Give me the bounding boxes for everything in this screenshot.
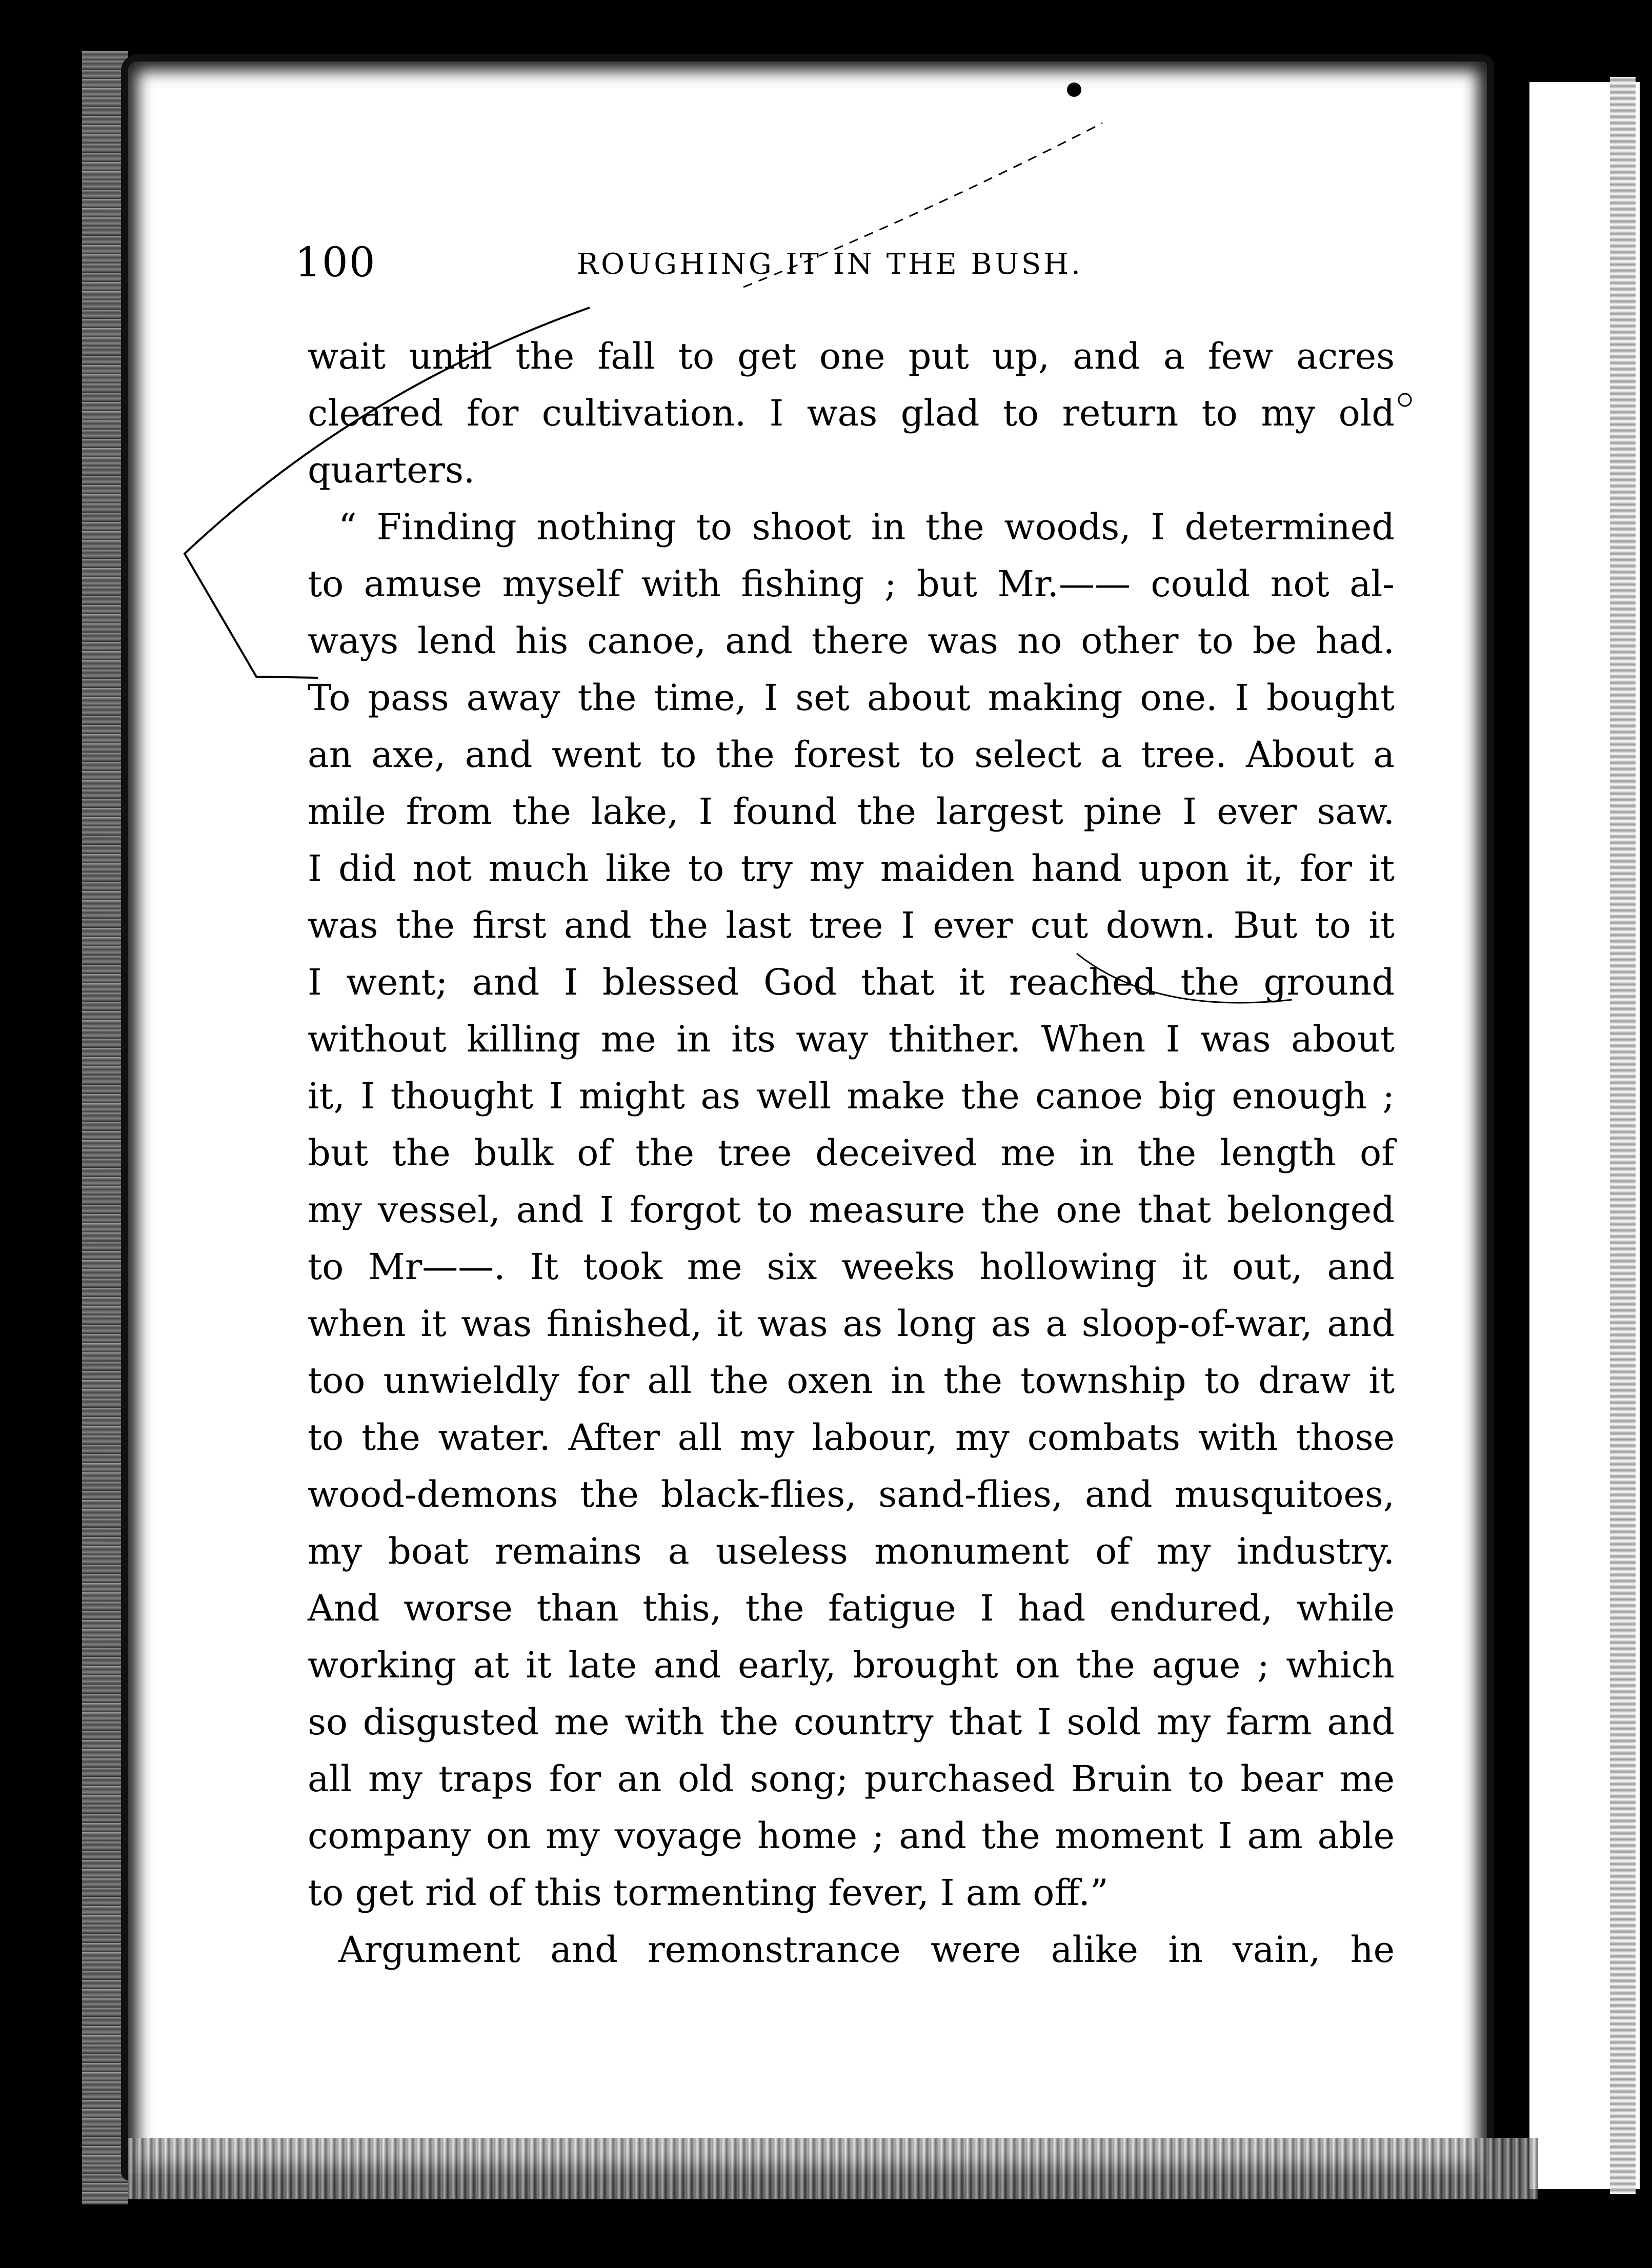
- text-line: quarters.: [308, 449, 475, 491]
- running-title: ROUGHING IT IN THE BUSH.: [577, 248, 1083, 281]
- text-line: ways lend his canoe, and there was no other to be had.: [308, 620, 1395, 662]
- text-line: too unwieldly for all the oxen in the township to draw it: [308, 1360, 1395, 1402]
- text-line: to get rid of this tormenting fever, I am off.”: [308, 1872, 1109, 1914]
- page-number: 100: [295, 238, 376, 286]
- text-line: cleared for cultivation. I was glad to return to my old: [308, 392, 1395, 434]
- text-line: was the first and the last tree I ever cut down. But to it: [308, 904, 1395, 946]
- text-line: my boat remains a useless monument of my industry.: [308, 1530, 1395, 1572]
- text-line: Argument and remonstrance were alike in vain, he: [338, 1929, 1395, 1971]
- text-line: my vessel, and I forgot to measure the one that belonged: [308, 1189, 1395, 1231]
- text-line: I went; and I blessed God that it reached the ground: [308, 961, 1395, 1003]
- text-line: “ Finding nothing to shoot in the woods, I determined: [338, 506, 1395, 548]
- text-line: working at it late and early, brought on the ague ; which: [308, 1644, 1395, 1686]
- margin-mark: [1399, 394, 1411, 406]
- text-line: wood-demons the black-flies, sand-flies, and musquitoes,: [308, 1473, 1395, 1515]
- body-text: [308, 328, 1395, 1978]
- text-line: to Mr——. It took me six weeks hollowing it out, and: [308, 1246, 1395, 1288]
- text-line: company on my voyage home ; and the moment I am able: [308, 1815, 1395, 1857]
- text-line: mile from the lake, I found the largest pine I ever saw.: [308, 791, 1395, 833]
- text-line: it, I thought I might as well make the canoe big enough ;: [308, 1075, 1395, 1117]
- text-line: but the bulk of the tree deceived me in the length of: [308, 1132, 1395, 1174]
- ink-blot-mark: [1067, 83, 1081, 97]
- text-line: wait until the fall to get one put up, and a few acres: [308, 335, 1395, 377]
- text-line: to the water. After all my labour, my combats with those: [308, 1416, 1395, 1459]
- text-line: without killing me in its way thither. When I was about: [308, 1018, 1395, 1060]
- text-line: And worse than this, the fatigue I had endured, while: [308, 1587, 1395, 1629]
- text-line: I did not much like to try my maiden hand upon it, for it: [308, 847, 1395, 889]
- text-line: To pass away the time, I set about making one. I bought: [308, 677, 1395, 719]
- text-line: to amuse myself with fishing ; but Mr.—— could not al-: [308, 563, 1395, 605]
- text-line: so disgusted me with the country that I sold my farm and: [308, 1701, 1395, 1743]
- text-line: all my traps for an old song; purchased Bruin to bear me: [308, 1758, 1395, 1800]
- text-line: an axe, and went to the forest to select a tree. About a: [308, 734, 1395, 776]
- running-head: [295, 238, 1177, 295]
- text-line: when it was finished, it was as long as a sloop-of-war, and: [308, 1303, 1395, 1345]
